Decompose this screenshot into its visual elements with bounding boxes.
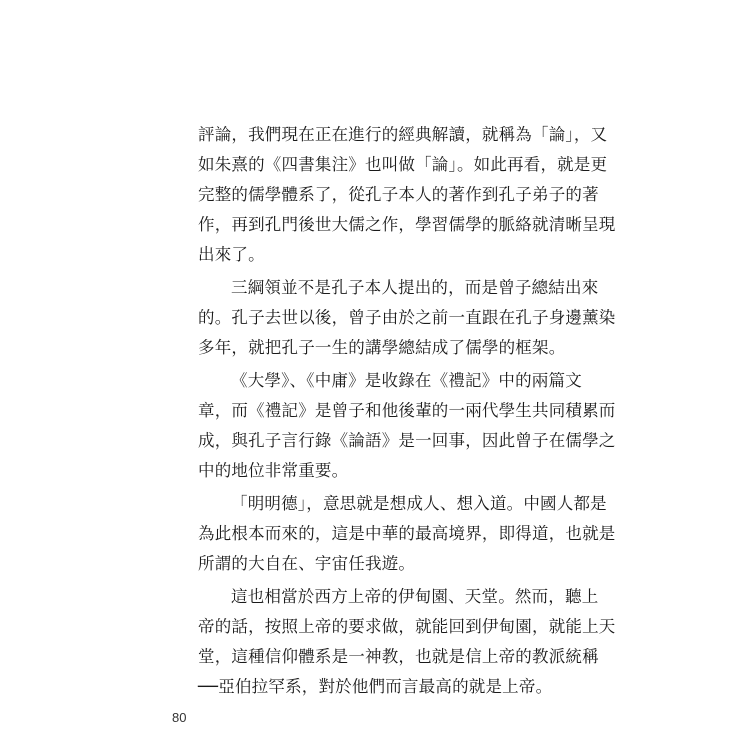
text-line: 這也相當於西方上帝的伊甸園、天堂。然而，聽上 (231, 587, 599, 606)
text-line: 多年，就把孔子一生的講學總結成了儒學的框架。 (198, 338, 566, 357)
text-line: 出來了。 (198, 245, 265, 264)
text-line: 所謂的大自在、宇宙任我遊。 (198, 554, 416, 573)
text-line: 堂，這種信仰體系是一神教，也就是信上帝的教派統稱 (198, 647, 599, 666)
text-line: 中的地位非常重要。 (198, 461, 349, 480)
text-line: 的。孔子去世以後，曾子由於之前一直跟在孔子身邊薰染 (198, 308, 616, 327)
text-line: 「明明德」，意思就是想成人、想入道。中國人都是 (231, 494, 607, 513)
text-line: 如朱熹的《四書集注》也叫做「論」。如此再看，就是更 (198, 155, 608, 174)
text-line: 完整的儒學體系了，從孔子本人的著作到孔子弟子的著 (198, 185, 599, 204)
page-number: 80 (172, 710, 187, 725)
text-line: 為此根本而來的，這是中華的最高境界，即得道，也就是 (198, 524, 616, 543)
text-line: ──亞伯拉罕系，對於他們而言最高的就是上帝。 (198, 677, 553, 696)
text-line: 章，而《禮記》是曾子和他後輩的一兩代學生共同積累而 (198, 401, 616, 420)
text-line: 作，再到孔門後世大儒之作，學習儒學的脈絡就清晰呈現 (198, 215, 616, 234)
text-line: 評論，我們現在正在進行的經典解讀，就稱為「論」，又 (198, 125, 608, 144)
text-line: 三綱領並不是孔子本人提出的，而是曾子總結出來 (231, 278, 599, 297)
text-line: 帝的話，按照上帝的要求做，就能回到伊甸園，就能上天 (198, 617, 616, 636)
text-line: 《大學》、《中庸》是收錄在《禮記》中的兩篇文 (231, 371, 582, 390)
text-line: 成，與孔子言行錄《論語》是一回事，因此曾子在儒學之 (198, 431, 616, 450)
